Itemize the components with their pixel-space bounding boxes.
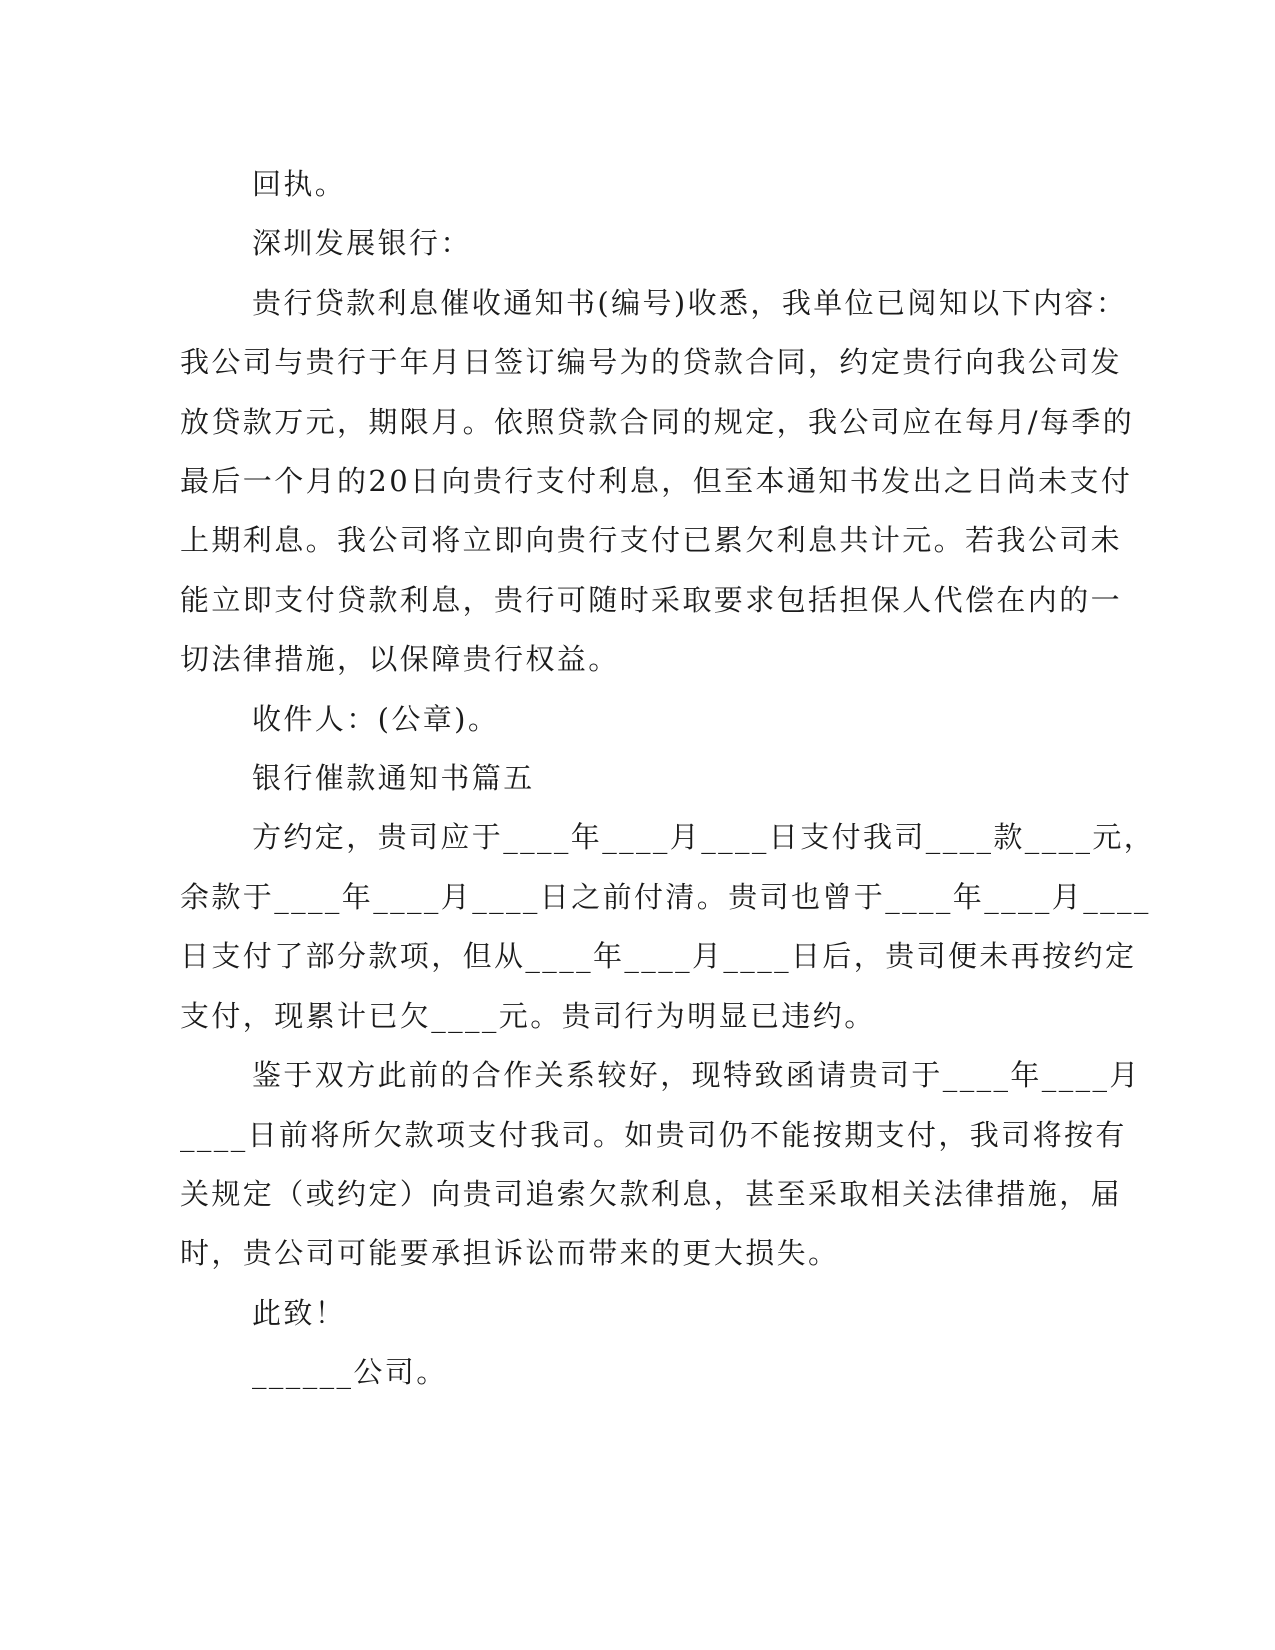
text-line: 鉴于双方此前的合作关系较好，现特致函请贵司于____年____月 [252,1058,1141,1093]
paragraph-body-acknowledgement [180,274,1135,690]
text-line: 最后一个月的20日向贵行支付利息，但至本通知书发出之日尚未支付 [180,464,1133,499]
text-line: 支付，现累计已欠____元。贵司行为明显已违约。 [180,998,876,1033]
paragraph-closing [180,1284,1020,1343]
text-line: 银行催款通知书篇五 [252,761,535,796]
paragraph-body-agreement [180,808,1156,1046]
text-line: 收件人：(公章)。 [252,701,500,736]
text-line: 能立即支付贷款利息，贵行可随时采取要求包括担保人代偿在内的一 [180,582,1123,617]
paragraph-body-request [180,1046,1141,1284]
text-line: 此致！ [252,1295,347,1330]
text-line: 上期利息。我公司将立即向贵行支付已累欠利息共计元。若我公司未 [180,523,1123,558]
text-line: 深圳发展银行： [252,226,472,261]
paragraph-receipt-heading [180,155,1020,214]
text-line: ______公司。 [252,1355,448,1390]
paragraph-addressee [180,214,1020,273]
text-line: 我公司与贵行于年月日签订编号为的贷款合同，约定贵行向我公司发 [180,345,1123,380]
text-line: 余款于____年____月____日之前付清。贵司也曾于____年____月____ [180,879,1151,914]
document-body [180,155,1156,1403]
text-line: ____日前将所欠款项支付我司。如贵司仍不能按期支付，我司将按有 [180,1117,1127,1152]
text-line: 日支付了部分款项，但从____年____月____日后，贵司便未再按约定 [180,939,1137,974]
text-line: 回执。 [252,167,347,201]
paragraph-section-title [180,749,1020,808]
text-line: 放贷款万元，期限月。依照贷款合同的规定，我公司应在每月/每季的 [180,404,1135,439]
text-line: 时，贵公司可能要承担诉讼而带来的更大损失。 [180,1236,840,1271]
text-line: 切法律措施，以保障贵行权益。 [180,642,620,677]
text-line: 关规定（或约定）向贵司追索欠款利息，甚至采取相关法律措施，届 [180,1176,1123,1211]
paragraph-recipient-seal [180,690,1020,749]
text-line: 方约定，贵司应于____年____月____日支付我司____款____元， [252,820,1156,855]
paragraph-signature [180,1343,1020,1402]
text-line: 贵行贷款利息催收通知书(编号)收悉，我单位已阅知以下内容： [252,285,1128,320]
